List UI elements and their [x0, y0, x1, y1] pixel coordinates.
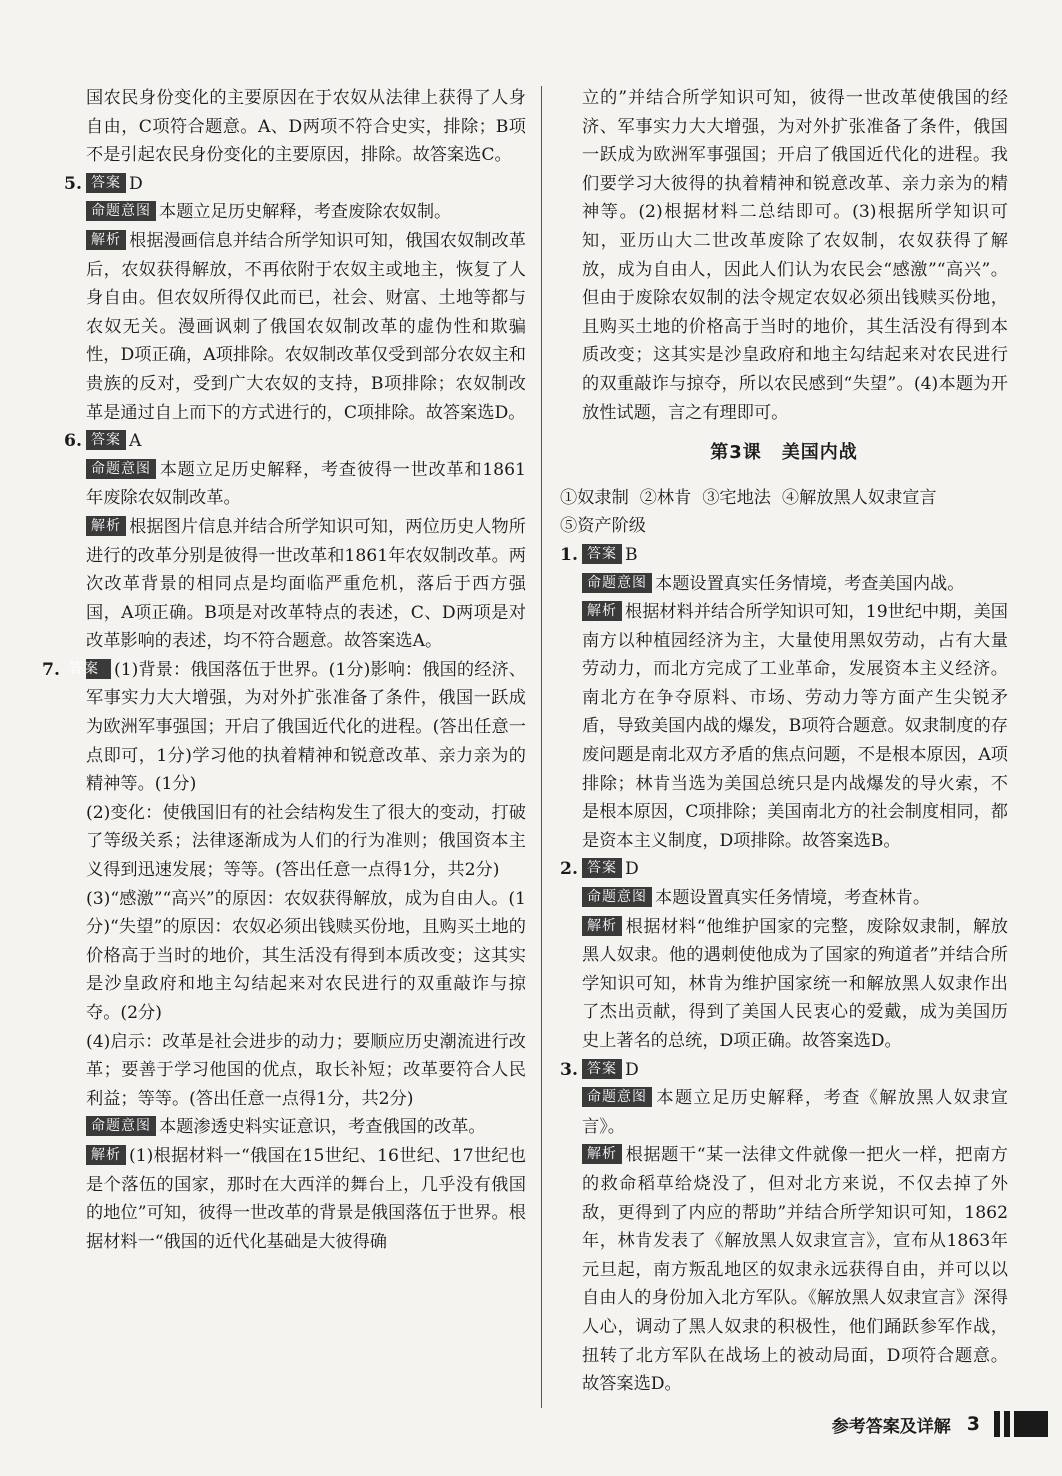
column-divider [541, 86, 542, 1408]
question-7 [42, 656, 526, 1256]
analysis-text: 根据漫画信息并结合所学知识可知，俄国农奴制改革后，农奴获得解放，不再依附于农奴主或地主，恢复了人身自由。但农奴所得仅此而已，社会、财富、土地等都与农奴无关。漫画讽刺了俄国农奴制改革的虚伪性和欺骗性，D项正确，A项排除。农奴制改革仅受到部分农奴主和贵族的反对，受到广大农奴的支持，B项排除；农奴制改革是通过自上而下的方式进行的，C项排除。故答案选D。 [86, 230, 526, 423]
answer-part-3: (3)“感激”“高兴”的原因：农奴获得解放，成为自由人。(1分)“失望”的原因：农奴必须出钱赎买份地，且购买土地的价格高于当时的地价，其生活没有得到本质改变；这其实是沙皇政府和地主勾结起来对农民进行的双重敲诈与掠夺。(2分) [86, 888, 526, 1023]
analysis-text: 根据材料并结合所学知识可知，19世纪中期，美国南方以种植园经济为主，大量使用黑奴劳动，占有大量劳动力，而北方完成了工业革命，发展资本主义经济。南北方在争夺原料、市场、劳动力等方面产生尖锐矛盾，导致美国内战的爆发，B项符合题意。奴隶制度的存废问题是南北双方矛盾的焦点问题，不是根本原因，A项排除；林肯当选为美国总统只是内战爆发的导火索，不是根本原因，C项排除；美国南北方的社会制度相同，都是资本主义制度，D项排除。故答案选B。 [582, 602, 1008, 851]
question-number: 1. [560, 544, 578, 565]
intent-tag: 命题意图 [582, 573, 652, 593]
intent-tag: 命题意图 [86, 1116, 156, 1136]
intent-text: 本题立足历史解释，考查彼得一世改革和1861年废除农奴制改革。 [86, 459, 526, 509]
question-5 [64, 170, 526, 427]
continuation-paragraph: 立的”并结合所学知识可知，彼得一世改革使俄国的经济、军事实力大大增强，为对外扩张准备了条件，俄国一跃成为欧洲军事强国；开启了俄国近代化的进程。我们要学习大彼得的执着精神和锐意改革、亲力亲为的精神等。(2)根据材料二总结即可。(3)根据所学知识可知，亚历山大二世改革废除了农奴制，农奴获得了解放，成为自由人，因此人们认为农民会“感激”“高兴”。但由于废除农奴制的法令规定农奴必须出钱赎买份地，且购买土地的价格高于当时的地价，其生活没有得到本质改变；这其实是沙皇政府和地主勾结起来对农民进行的双重敲诈与掠夺，所以农民感到“失望”。(4)本题为开放性试题，言之有理即可。 [582, 88, 1008, 423]
analysis-text: (1)根据材料一“俄国在15世纪、16世纪、17世纪也是个落伍的国家，那时在大西洋的舞台上，几乎没有俄国的地位”可知，彼得一世改革的背景是俄国落伍于世界。根据材料一“俄国的近代化基础是大彼得确 [86, 1145, 526, 1252]
answer-part-1: (1)背景：俄国落伍于世界。(1分)影响：俄国的经济、军事实力大大增强，为对外扩张准备了条件，俄国一跃成为欧洲军事强国；开启了俄国近代化的进程。(答出任意一点即可，1分)学习他的执着精神和锐意改革、亲力亲为的精神等。(1分) [86, 659, 526, 795]
question-number: 3. [560, 1059, 578, 1080]
question-2 [560, 855, 1008, 1055]
intent-text: 本题设置真实任务情境，考查林肯。 [655, 888, 931, 909]
intent-text: 本题设置真实任务情境，考查美国内战。 [655, 573, 965, 594]
footer-label: 参考答案及详解 [831, 1416, 951, 1437]
answer-tag: 答案 [582, 1059, 622, 1079]
analysis-text: 根据图片信息并结合所学知识可知，两位历史人物所进行的改革分别是彼得一世改革和1861年农奴制改革。两次改革背景的相同点是均面临严重危机，落后于西方强国，A项正确。B项是对改革特点的表述，C、D两项是对改革影响的表述，均不符合题意。故答案选A。 [86, 516, 526, 652]
footer-block-icon [1014, 1411, 1048, 1437]
intent-tag: 命题意图 [582, 887, 652, 907]
analysis-tag: 解析 [86, 1145, 126, 1165]
blank-item: ⑤资产阶级 [560, 516, 646, 537]
answer-tag: 答案 [86, 173, 126, 193]
lesson-number: 第3课 [710, 442, 762, 464]
intent-text: 本题渗透史料实证意识，考查俄国的改革。 [159, 1117, 486, 1138]
footer-bar-icon [994, 1411, 1000, 1437]
question-number: 2. [560, 859, 578, 880]
left-column [42, 84, 526, 1256]
question-1 [560, 541, 1008, 856]
answer-tag: 答案 [86, 430, 126, 450]
blank-item: ②林肯 [639, 487, 692, 508]
question-3 [560, 1056, 1008, 1399]
intro-paragraph: 国农民身份变化的主要原因在于农奴从法律上获得了人身自由，C项符合题意。A、D两项不符合史实，排除；B项不是引起农民身份变化的主要原因，排除。故答案选C。 [86, 88, 526, 166]
answer-part-2: (2)变化：使俄国旧有的社会结构发生了很大的变动，打破了等级关系；法律逐渐成为人们的行为准则；俄国资本主义得到迅速发展；等等。(答出任意一点得1分，共2分) [86, 802, 526, 881]
answer-value: A [129, 431, 142, 452]
blank-item: ③宅地法 [702, 487, 771, 508]
answer-value: D [625, 859, 639, 880]
question-number: 5. [64, 173, 82, 194]
intent-text: 本题立足历史解释，考查《解放黑人奴隶宣言》。 [582, 1088, 1008, 1137]
question-6 [64, 427, 526, 656]
lesson-title: 美国内战 [781, 442, 858, 464]
page-footer [832, 1408, 1048, 1440]
answer-tag: 答案 [86, 659, 111, 679]
intent-tag: 命题意图 [86, 201, 156, 221]
answer-value: D [625, 1059, 639, 1080]
answer-tag: 答案 [582, 858, 622, 878]
blank-item: ④解放黑人奴隶宣言 [781, 487, 937, 508]
blank-item: ①奴隶制 [560, 487, 629, 508]
answer-part-4: (4)启示：改革是社会进步的动力；要顺应历史潮流进行改革；要善于学习他国的优点，取长补短；改革要符合人民利益；等等。(答出任意一点得1分，共2分) [86, 1031, 526, 1109]
page-number: 3 [966, 1413, 980, 1435]
analysis-tag: 解析 [582, 601, 622, 621]
blanks-list [560, 484, 1008, 541]
intent-tag: 命题意图 [582, 1087, 652, 1107]
answer-value: B [625, 544, 638, 565]
question-number: 7. [42, 659, 60, 680]
answer-value: D [129, 173, 143, 194]
question-number: 6. [64, 431, 82, 452]
intent-text: 本题立足历史解释，考查废除农奴制。 [159, 202, 452, 223]
right-column [560, 84, 1008, 1399]
analysis-tag: 解析 [582, 916, 622, 936]
footer-bar-icon [1004, 1411, 1010, 1437]
analysis-tag: 解析 [582, 1144, 622, 1164]
analysis-tag: 解析 [86, 230, 126, 250]
analysis-tag: 解析 [86, 516, 126, 536]
lesson-heading [560, 439, 1008, 468]
analysis-text: 根据材料“他维护国家的完整，废除奴隶制，解放黑人奴隶。他的遇刺使他成为了国家的殉道者”并结合所学知识可知，林肯为维护国家统一和解放黑人奴隶作出了杰出贡献，得到了美国人民衷心的爱戴，成为美国历史上著名的总统，D项正确。故答案选D。 [582, 916, 1008, 1051]
answer-tag: 答案 [582, 544, 622, 564]
analysis-text: 根据题干“某一法律文件就像一把火一样，把南方的救命稻草给烧没了，但对北方来说，不仅去掉了外敌，更得到了内应的帮助”并结合所学知识可知，1862年，林肯发表了《解放黑人奴隶宣言》，宣布从1863年元旦起，南方叛乱地区的奴隶永远获得自由，并可以以自由人的身份加入北方军队。《解放黑人奴隶宣言》深得人心，调动了黑人奴隶的积极性，他们踊跃参军作战，扭转了北方军队在战场上的被动局面，D项符合题意。故答案选D。 [582, 1145, 1008, 1395]
intent-tag: 命题意图 [86, 459, 156, 479]
